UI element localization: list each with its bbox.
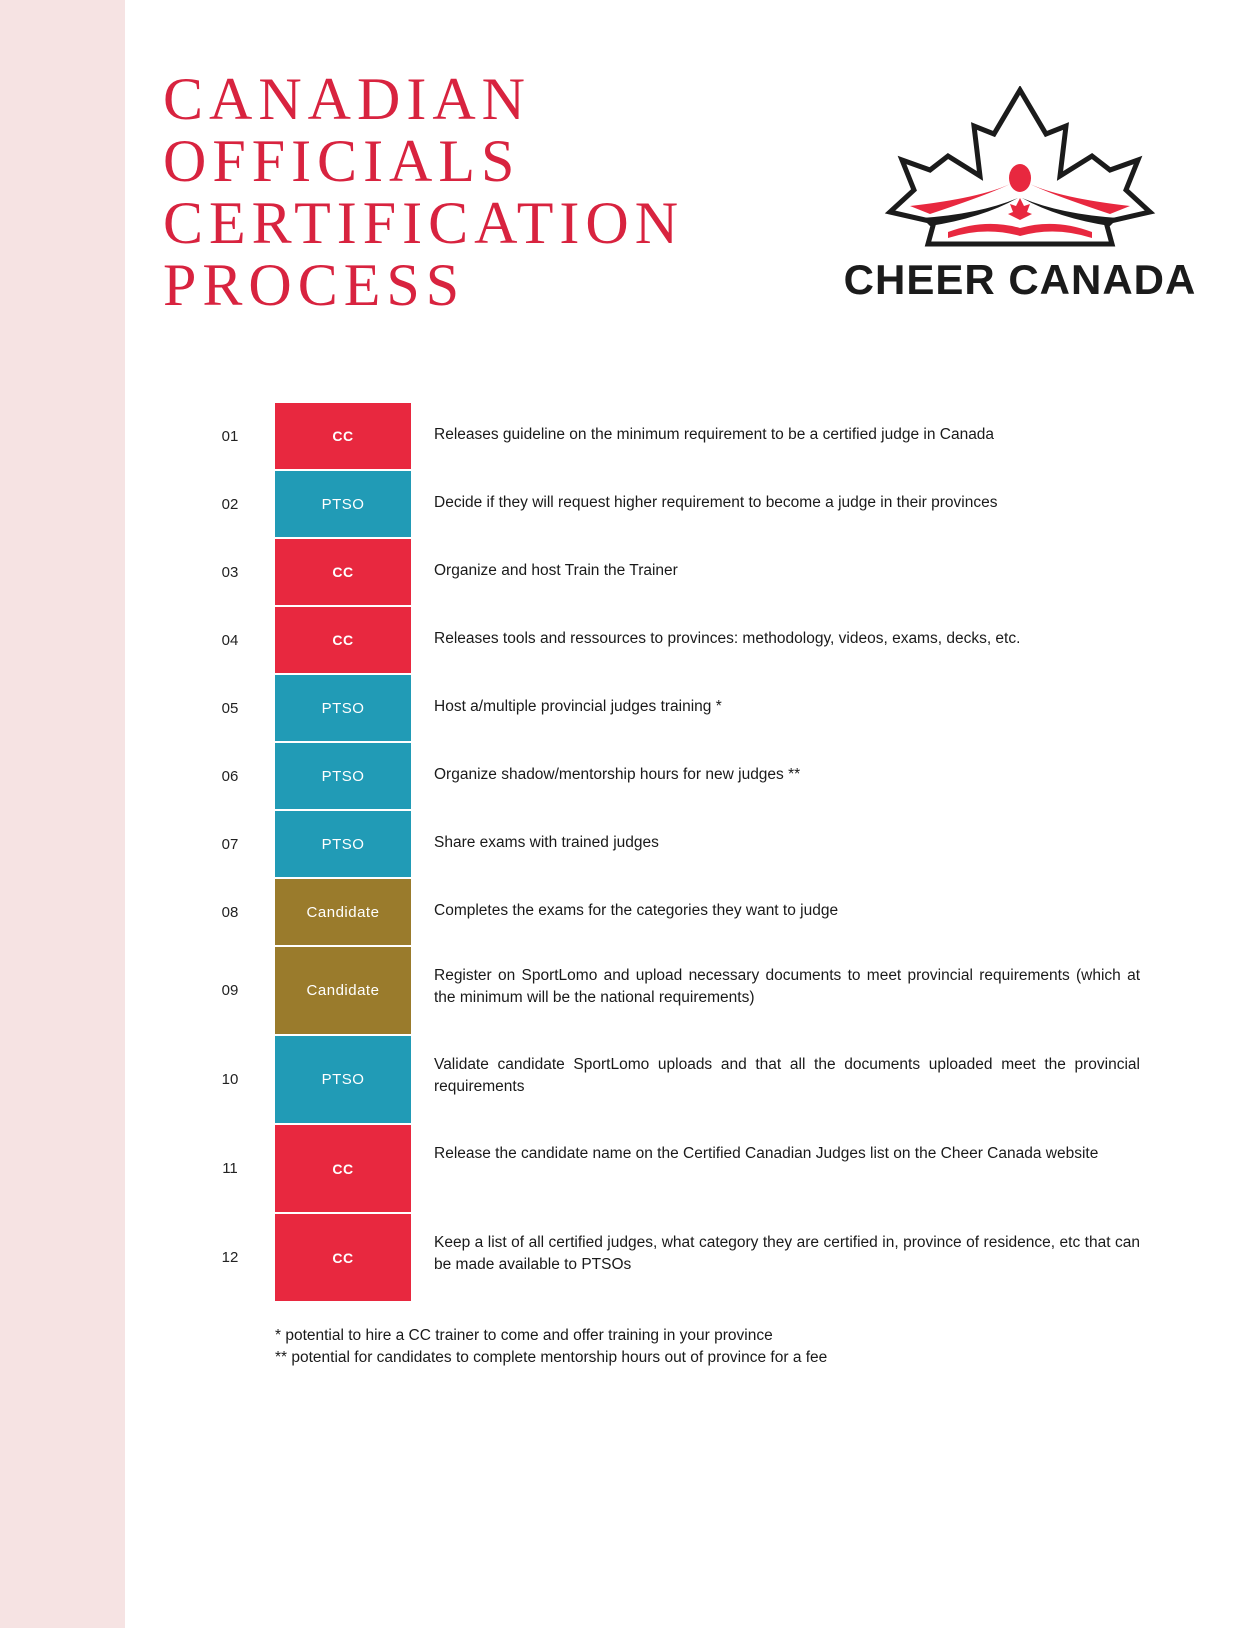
step-row [200,539,1140,605]
step-description-text: Share exams with trained judges [434,834,659,851]
role-badge: PTSO [275,811,411,877]
role-badge: CC [275,607,411,673]
role-badge: Candidate [275,947,411,1034]
step-description-text: Completes the exams for the categories they want to judge [434,902,839,919]
step-description [434,811,1140,877]
step-row [200,1036,1140,1123]
step-number: 06 [221,767,239,785]
step-description [434,1125,1140,1212]
step-description-text: Release the candidate name on the Certified Canadian Judges list on the Cheer Canada website [434,1145,1099,1162]
process-steps [200,403,1140,1303]
cheer-canada-logo [830,86,1210,316]
step-number: 10 [221,1071,239,1088]
step-description-text: Decide if they will request higher requirement to become a judge in their provinces [434,494,998,511]
title-line-3: CERTIFICATION [163,190,685,256]
step-description-text: Validate candidate SportLomo uploads and that all the documents uploaded meet the provincial requirements [434,1056,1140,1095]
step-description [434,879,1140,945]
step-number: 09 [221,982,239,999]
title-line-1: CANADIAN [163,66,531,132]
role-badge: Candidate [275,879,411,945]
step-row [200,1214,1140,1301]
step-number: 04 [221,631,239,649]
role-badge: PTSO [275,675,411,741]
step-description [434,743,1140,809]
footnote-1: * potential to hire a CC trainer to come and offer training in your province [275,1327,773,1344]
step-number: 12 [221,1249,239,1266]
step-row [200,1125,1140,1212]
step-number: 02 [221,495,239,513]
step-description [434,675,1140,741]
role-badge: CC [275,1214,411,1301]
role-badge: PTSO [275,1036,411,1123]
step-description-text: Organize and host Train the Trainer [434,562,678,579]
step-description [434,1036,1140,1123]
page-title [163,68,684,316]
step-description-text: Register on SportLomo and upload necessary documents to meet provincial requirements (which at the minimum will be the national requirements) [434,967,1140,1006]
step-description-text: Organize shadow/mentorship hours for new judges ** [434,766,801,783]
footnote-2: ** potential for candidates to complete mentorship hours out of province for a fee [275,1349,828,1366]
maple-leaf-cheerleader-icon [870,86,1170,256]
step-description-text: Releases guideline on the minimum requirement to be a certified judge in Canada [434,426,995,443]
step-description [434,471,1140,537]
role-badge: CC [275,403,411,469]
step-number: 11 [222,1160,238,1177]
step-row [200,675,1140,741]
step-description-text: Keep a list of all certified judges, what category they are certified in, province of residence, etc that can be made available to PTSOs [434,1234,1140,1273]
step-description [434,539,1140,605]
role-badge: CC [275,1125,411,1212]
step-description-text: Releases tools and ressources to provinces: methodology, videos, exams, decks, etc. [434,630,1021,647]
step-number: 01 [221,427,239,445]
step-row [200,743,1140,809]
step-number: 07 [221,835,239,853]
step-row [200,471,1140,537]
step-description [434,1214,1140,1301]
footnotes [275,1325,827,1369]
title-line-2: OFFICIALS [163,128,521,194]
role-badge: PTSO [275,743,411,809]
step-description-text: Host a/multiple provincial judges training * [434,698,722,715]
step-number: 05 [221,699,239,717]
step-row [200,403,1140,469]
title-line-4: PROCESS [163,252,466,318]
step-row [200,879,1140,945]
role-badge: CC [275,539,411,605]
side-band [0,0,125,1628]
step-row [200,811,1140,877]
step-number: 08 [221,903,239,921]
step-row [200,947,1140,1034]
step-number: 03 [221,563,239,581]
logo-text: CHEER CANADA [843,256,1197,303]
step-description [434,947,1140,1034]
role-badge: PTSO [275,471,411,537]
step-description [434,403,1140,469]
step-description [434,607,1140,673]
step-row [200,607,1140,673]
